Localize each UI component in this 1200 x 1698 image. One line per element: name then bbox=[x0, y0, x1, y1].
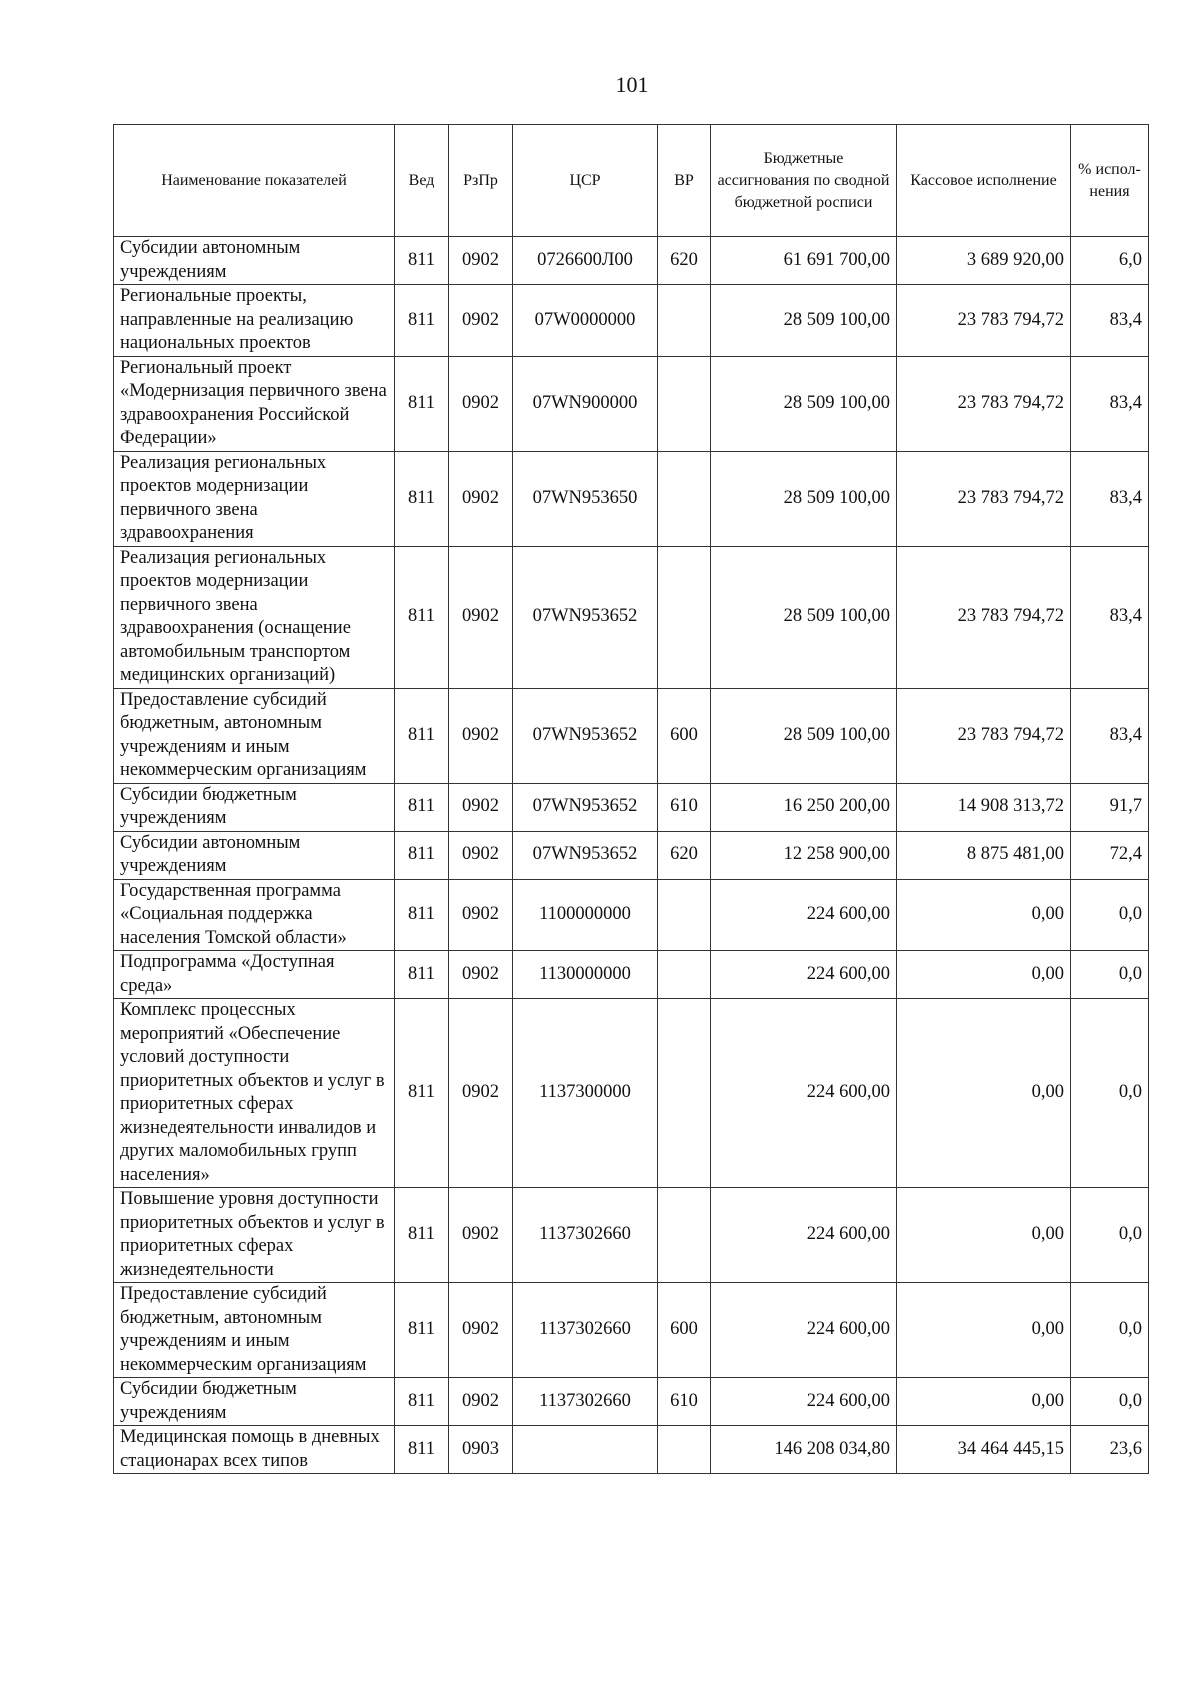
cell-budget: 224 600,00 bbox=[711, 999, 897, 1188]
cell-budget: 28 509 100,00 bbox=[711, 546, 897, 688]
cell-vr: 600 bbox=[658, 1283, 711, 1378]
cell-rzpr: 0902 bbox=[449, 688, 513, 783]
table-row bbox=[114, 1283, 1149, 1378]
cell-rzpr: 0902 bbox=[449, 1283, 513, 1378]
table-row bbox=[114, 546, 1149, 688]
cell-ved: 811 bbox=[395, 356, 449, 451]
cell-name: Предоставление субсидий бюджетным, автономным учреждениям и иным некоммерческим организациям bbox=[114, 688, 395, 783]
cell-name: Реализация региональных проектов модернизации первичного звена здравоохранения bbox=[114, 451, 395, 546]
cell-name: Субсидии автономным учреждениям bbox=[114, 831, 395, 879]
cell-budget: 224 600,00 bbox=[711, 1283, 897, 1378]
cell-budget: 146 208 034,80 bbox=[711, 1426, 897, 1474]
cell-cash: 23 783 794,72 bbox=[897, 451, 1071, 546]
cell-ved: 811 bbox=[395, 1378, 449, 1426]
cell-cash: 0,00 bbox=[897, 999, 1071, 1188]
cell-name: Региональные проекты, направленные на реализацию национальных проектов bbox=[114, 285, 395, 357]
cell-budget: 224 600,00 bbox=[711, 1188, 897, 1283]
header-cash: Кассовое исполнение bbox=[897, 125, 1071, 237]
table-row bbox=[114, 879, 1149, 951]
cell-rzpr: 0902 bbox=[449, 783, 513, 831]
cell-ved: 811 bbox=[395, 546, 449, 688]
cell-cash: 0,00 bbox=[897, 951, 1071, 999]
cell-pct: 0,0 bbox=[1071, 879, 1149, 951]
cell-vr bbox=[658, 451, 711, 546]
cell-vr bbox=[658, 1188, 711, 1283]
cell-pct: 83,4 bbox=[1071, 546, 1149, 688]
page-number: 101 bbox=[615, 72, 649, 97]
header-csr: ЦСР bbox=[513, 125, 658, 237]
cell-name: Региональный проект «Модернизация первичного звена здравоохранения Российской Федерации» bbox=[114, 356, 395, 451]
cell-vr bbox=[658, 999, 711, 1188]
cell-csr: 07WN953652 bbox=[513, 546, 658, 688]
cell-ved: 811 bbox=[395, 879, 449, 951]
table-row bbox=[114, 783, 1149, 831]
cell-ved: 811 bbox=[395, 1426, 449, 1474]
cell-budget: 12 258 900,00 bbox=[711, 831, 897, 879]
cell-vr bbox=[658, 951, 711, 999]
table-row bbox=[114, 285, 1149, 357]
table-header-row bbox=[114, 125, 1149, 237]
table-row bbox=[114, 451, 1149, 546]
cell-pct: 6,0 bbox=[1071, 237, 1149, 285]
cell-ved: 811 bbox=[395, 237, 449, 285]
cell-name: Государственная программа «Социальная поддержка населения Томской области» bbox=[114, 879, 395, 951]
cell-vr: 600 bbox=[658, 688, 711, 783]
cell-csr: 1100000000 bbox=[513, 879, 658, 951]
cell-ved: 811 bbox=[395, 285, 449, 357]
cell-cash: 23 783 794,72 bbox=[897, 285, 1071, 357]
cell-pct: 83,4 bbox=[1071, 688, 1149, 783]
cell-budget: 224 600,00 bbox=[711, 879, 897, 951]
cell-rzpr: 0902 bbox=[449, 546, 513, 688]
cell-csr: 07WN953652 bbox=[513, 783, 658, 831]
cell-pct: 23,6 bbox=[1071, 1426, 1149, 1474]
cell-pct: 0,0 bbox=[1071, 951, 1149, 999]
cell-budget: 28 509 100,00 bbox=[711, 356, 897, 451]
cell-vr bbox=[658, 285, 711, 357]
cell-csr: 07W0000000 bbox=[513, 285, 658, 357]
budget-table bbox=[113, 124, 1149, 1474]
cell-name: Субсидии бюджетным учреждениям bbox=[114, 783, 395, 831]
table-row bbox=[114, 237, 1149, 285]
cell-csr bbox=[513, 1426, 658, 1474]
cell-ved: 811 bbox=[395, 783, 449, 831]
cell-csr: 07WN953652 bbox=[513, 831, 658, 879]
cell-csr: 1130000000 bbox=[513, 951, 658, 999]
cell-csr: 1137302660 bbox=[513, 1188, 658, 1283]
cell-ved: 811 bbox=[395, 831, 449, 879]
cell-csr: 1137302660 bbox=[513, 1283, 658, 1378]
cell-budget: 224 600,00 bbox=[711, 1378, 897, 1426]
table-row bbox=[114, 951, 1149, 999]
cell-pct: 0,0 bbox=[1071, 1188, 1149, 1283]
cell-budget: 28 509 100,00 bbox=[711, 285, 897, 357]
header-name: Наименование показателей bbox=[114, 125, 395, 237]
cell-vr: 610 bbox=[658, 1378, 711, 1426]
cell-vr: 610 bbox=[658, 783, 711, 831]
cell-cash: 34 464 445,15 bbox=[897, 1426, 1071, 1474]
table-row bbox=[114, 1378, 1149, 1426]
cell-budget: 16 250 200,00 bbox=[711, 783, 897, 831]
cell-ved: 811 bbox=[395, 951, 449, 999]
cell-cash: 14 908 313,72 bbox=[897, 783, 1071, 831]
cell-rzpr: 0903 bbox=[449, 1426, 513, 1474]
cell-pct: 0,0 bbox=[1071, 1378, 1149, 1426]
cell-pct: 83,4 bbox=[1071, 285, 1149, 357]
table-row bbox=[114, 356, 1149, 451]
cell-cash: 0,00 bbox=[897, 1283, 1071, 1378]
cell-cash: 0,00 bbox=[897, 879, 1071, 951]
cell-vr bbox=[658, 1426, 711, 1474]
cell-ved: 811 bbox=[395, 999, 449, 1188]
cell-csr: 1137302660 bbox=[513, 1378, 658, 1426]
cell-rzpr: 0902 bbox=[449, 951, 513, 999]
cell-vr bbox=[658, 356, 711, 451]
cell-name: Реализация региональных проектов модернизации первичного звена здравоохранения (оснащение автомобильным транспортом медицинских организаций) bbox=[114, 546, 395, 688]
table-body bbox=[114, 237, 1149, 1474]
cell-rzpr: 0902 bbox=[449, 356, 513, 451]
table-row bbox=[114, 1426, 1149, 1474]
cell-cash: 0,00 bbox=[897, 1188, 1071, 1283]
header-rzpr: РзПр bbox=[449, 125, 513, 237]
cell-pct: 72,4 bbox=[1071, 831, 1149, 879]
cell-ved: 811 bbox=[395, 1188, 449, 1283]
cell-csr: 07WN900000 bbox=[513, 356, 658, 451]
cell-csr: 0726600Л00 bbox=[513, 237, 658, 285]
header-vr: ВР bbox=[658, 125, 711, 237]
cell-budget: 28 509 100,00 bbox=[711, 688, 897, 783]
cell-ved: 811 bbox=[395, 688, 449, 783]
cell-pct: 0,0 bbox=[1071, 1283, 1149, 1378]
cell-name: Предоставление субсидий бюджетным, автономным учреждениям и иным некоммерческим организациям bbox=[114, 1283, 395, 1378]
cell-vr bbox=[658, 546, 711, 688]
cell-cash: 3 689 920,00 bbox=[897, 237, 1071, 285]
cell-csr: 1137300000 bbox=[513, 999, 658, 1188]
header-budget: Бюджетные ассигнования по сводной бюджетной росписи bbox=[711, 125, 897, 237]
cell-name: Субсидии автономным учреждениям bbox=[114, 237, 395, 285]
cell-rzpr: 0902 bbox=[449, 879, 513, 951]
cell-rzpr: 0902 bbox=[449, 999, 513, 1188]
cell-vr bbox=[658, 879, 711, 951]
cell-cash: 23 783 794,72 bbox=[897, 688, 1071, 783]
cell-rzpr: 0902 bbox=[449, 237, 513, 285]
cell-csr: 07WN953650 bbox=[513, 451, 658, 546]
cell-csr: 07WN953652 bbox=[513, 688, 658, 783]
cell-ved: 811 bbox=[395, 451, 449, 546]
cell-budget: 28 509 100,00 bbox=[711, 451, 897, 546]
cell-name: Комплекс процессных мероприятий «Обеспечение условий доступности приоритетных объектов и услуг в приоритетных сферах жизнедеятельности инвалидов и других маломобильных групп населения» bbox=[114, 999, 395, 1188]
cell-pct: 0,0 bbox=[1071, 999, 1149, 1188]
table-row bbox=[114, 1188, 1149, 1283]
cell-name: Медицинская помощь в дневных стационарах всех типов bbox=[114, 1426, 395, 1474]
cell-rzpr: 0902 bbox=[449, 831, 513, 879]
cell-vr: 620 bbox=[658, 831, 711, 879]
table-row bbox=[114, 688, 1149, 783]
cell-pct: 91,7 bbox=[1071, 783, 1149, 831]
cell-ved: 811 bbox=[395, 1283, 449, 1378]
cell-name: Повышение уровня доступности приоритетных объектов и услуг в приоритетных сферах жизнедеятельности bbox=[114, 1188, 395, 1283]
table-row bbox=[114, 831, 1149, 879]
cell-cash: 23 783 794,72 bbox=[897, 356, 1071, 451]
cell-cash: 23 783 794,72 bbox=[897, 546, 1071, 688]
table-row bbox=[114, 999, 1149, 1188]
cell-cash: 8 875 481,00 bbox=[897, 831, 1071, 879]
cell-rzpr: 0902 bbox=[449, 1378, 513, 1426]
cell-vr: 620 bbox=[658, 237, 711, 285]
cell-budget: 61 691 700,00 bbox=[711, 237, 897, 285]
cell-rzpr: 0902 bbox=[449, 285, 513, 357]
cell-cash: 0,00 bbox=[897, 1378, 1071, 1426]
cell-rzpr: 0902 bbox=[449, 451, 513, 546]
cell-name: Подпрограмма «Доступная среда» bbox=[114, 951, 395, 999]
cell-pct: 83,4 bbox=[1071, 451, 1149, 546]
cell-pct: 83,4 bbox=[1071, 356, 1149, 451]
cell-name: Субсидии бюджетным учреждениям bbox=[114, 1378, 395, 1426]
cell-budget: 224 600,00 bbox=[711, 951, 897, 999]
header-pct: % испол-нения bbox=[1071, 125, 1149, 237]
header-ved: Вед bbox=[395, 125, 449, 237]
cell-rzpr: 0902 bbox=[449, 1188, 513, 1283]
